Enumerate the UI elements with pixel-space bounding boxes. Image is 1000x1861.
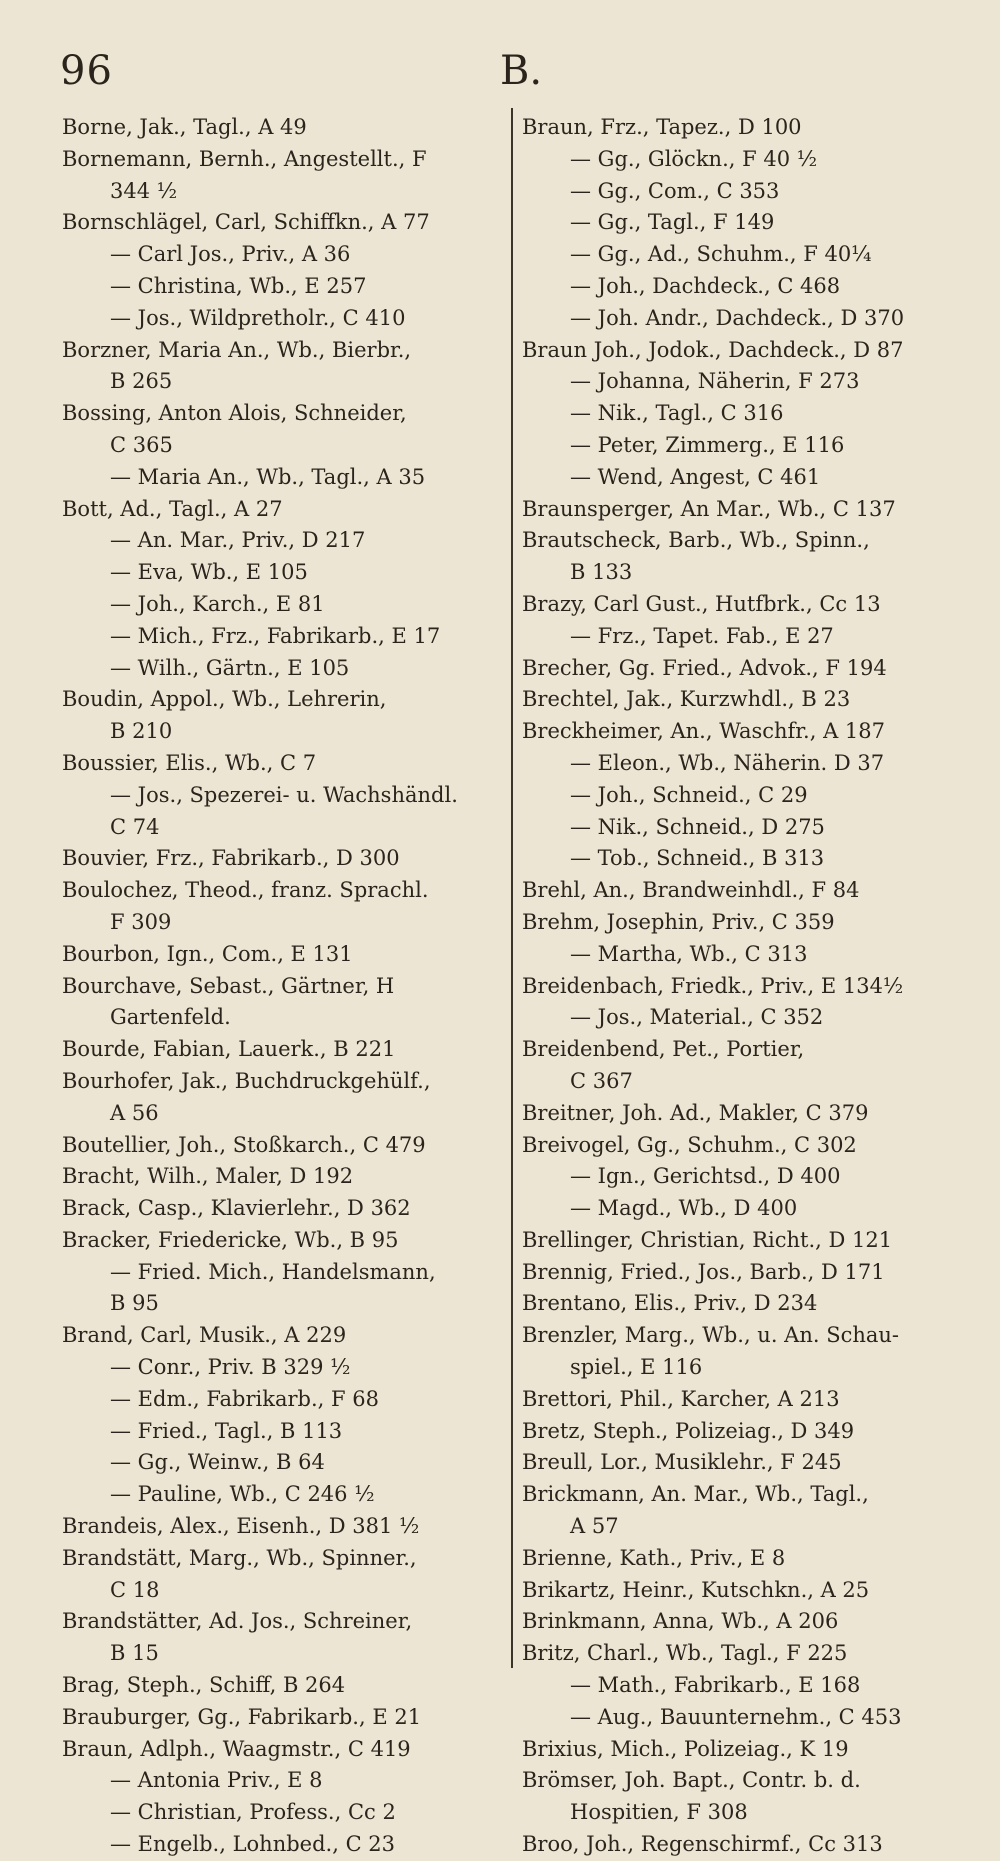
directory-entry: Breivogel, Gg., Schuhm., C 302 <box>522 1132 857 1157</box>
directory-entry: — Fried. Mich., Handelsmann, <box>110 1259 436 1284</box>
directory-entry: Braun, Adlph., Waagmstr., C 419 <box>62 1736 411 1761</box>
directory-entry: Brickmann, An. Mar., Wb., Tagl., <box>522 1482 869 1507</box>
directory-entry-continuation: 344 ½ <box>110 178 178 203</box>
directory-entry: Bracht, Wilh., Maler, D 192 <box>62 1164 354 1189</box>
directory-entry: — Eva, Wb., E 105 <box>110 560 308 585</box>
directory-entry: Brienne, Kath., Priv., E 8 <box>522 1545 786 1570</box>
directory-entry: — Gg., Tagl., F 149 <box>570 210 775 235</box>
directory-entry: Breidenbach, Friedk., Priv., E 134½ <box>522 973 904 998</box>
directory-entry: — Gg., Glöckn., F 40 ½ <box>570 146 818 171</box>
directory-entry: — Tob., Schneid., B 313 <box>570 846 825 871</box>
directory-entry: Bourbon, Ign., Com., E 131 <box>62 941 353 966</box>
directory-entry: Bourhofer, Jak., Buchdruckgehülf., <box>62 1068 431 1093</box>
directory-entry-continuation: B 265 <box>110 369 173 394</box>
page-number: 96 <box>60 48 113 94</box>
directory-entry: — Conr., Priv. B 329 ½ <box>110 1355 351 1380</box>
directory-entry: Bracker, Friedericke, Wb., B 95 <box>62 1227 399 1252</box>
directory-entry: Brandeis, Alex., Eisenh., D 381 ½ <box>62 1514 420 1539</box>
directory-entry: Braun, Frz., Tapez., D 100 <box>522 115 802 139</box>
directory-entry: — Nik., Tagl., C 316 <box>570 401 784 426</box>
directory-entry: — Antonia Priv., E 8 <box>110 1768 323 1793</box>
directory-entry-continuation: Hospitien, F 308 <box>570 1800 748 1825</box>
directory-entry: — Gg., Weinw., B 64 <box>110 1450 325 1475</box>
directory-entry: Braun Joh., Jodok., Dachdeck., D 87 <box>522 337 904 362</box>
directory-entry: — Wilh., Gärtn., E 105 <box>110 655 350 680</box>
directory-entry: Brellinger, Christian, Richt., D 121 <box>522 1227 893 1252</box>
directory-entry-continuation: B 133 <box>570 560 633 585</box>
directory-entry: Brecher, Gg. Fried., Advok., F 194 <box>522 655 887 680</box>
directory-entry: Boulochez, Theod., franz. Sprachl. <box>62 878 429 903</box>
directory-entry-continuation: F 309 <box>110 909 172 934</box>
directory-entry: — Gg., Ad., Schuhm., F 40¼ <box>570 242 872 267</box>
directory-entry-continuation: C 18 <box>110 1577 160 1602</box>
directory-entry: Brautscheck, Barb., Wb., Spinn., <box>522 528 870 553</box>
directory-entry: — Fried., Tagl., B 113 <box>110 1418 343 1443</box>
directory-entry: — Jos., Material., C 352 <box>570 1005 824 1030</box>
directory-entry: — Mich., Frz., Fabrikarb., E 17 <box>110 623 441 648</box>
directory-entry-continuation: B 210 <box>110 719 173 744</box>
directory-entry: Bourchave, Sebast., Gärtner, H <box>62 973 395 998</box>
directory-entry: — Eleon., Wb., Näherin. D 37 <box>570 750 885 775</box>
directory-entry-continuation: C 365 <box>110 432 173 457</box>
directory-entry: Brehm, Josephin, Priv., C 359 <box>522 909 835 934</box>
directory-entry: Brack, Casp., Klavierlehr., D 362 <box>62 1196 411 1221</box>
directory-entry: — Aug., Bauunternehm., C 453 <box>570 1704 902 1729</box>
directory-entry-continuation: B 95 <box>110 1291 159 1316</box>
directory-entry: Brehl, An., Brandweinhdl., F 84 <box>522 878 860 903</box>
directory-entry: Brenzler, Marg., Wb., u. An. Schau- <box>522 1323 900 1348</box>
directory-entry: Brömser, Joh. Bapt., Contr. b. d. <box>522 1768 861 1793</box>
directory-entry: Brag, Steph., Schiff, B 264 <box>62 1673 346 1698</box>
directory-entry: Bourde, Fabian, Lauerk., B 221 <box>62 1037 396 1062</box>
directory-entry: Brentano, Elis., Priv., D 234 <box>522 1291 818 1316</box>
directory-entry: — Christina, Wb., E 257 <box>110 273 367 298</box>
directory-entry: — Martha, Wb., C 313 <box>570 941 808 966</box>
directory-entry: — Pauline, Wb., C 246 ½ <box>110 1482 375 1507</box>
directory-entry: Boutellier, Joh., Stoßkarch., C 479 <box>62 1132 426 1157</box>
directory-entry-continuation: A 57 <box>570 1514 619 1539</box>
directory-entry-continuation: B 15 <box>110 1641 159 1666</box>
directory-entry: — Wend, Angest, C 461 <box>570 464 821 489</box>
directory-entry: Brettori, Phil., Karcher, A 213 <box>522 1386 840 1411</box>
directory-entry: Brinkmann, Anna, Wb., A 206 <box>522 1609 839 1634</box>
directory-entry: Breitner, Joh. Ad., Makler, C 379 <box>522 1100 869 1125</box>
directory-entry: Britz, Charl., Wb., Tagl., F 225 <box>522 1641 848 1666</box>
directory-entry-continuation: C 74 <box>110 814 160 839</box>
directory-entry: Boudin, Appol., Wb., Lehrerin, <box>62 687 387 712</box>
directory-entry: — Maria An., Wb., Tagl., A 35 <box>110 464 426 489</box>
directory-entry: Bott, Ad., Tagl., A 27 <box>62 496 283 521</box>
directory-entry: Brazy, Carl Gust., Hutfbrk., Cc 13 <box>522 591 881 616</box>
directory-entry-continuation: A 56 <box>110 1100 159 1125</box>
directory-entry: Breull, Lor., Musiklehr., F 245 <box>522 1450 842 1475</box>
directory-entry: — Magd., Wb., D 400 <box>570 1196 798 1221</box>
directory-entry: — Jos., Wildpretholr., C 410 <box>110 305 406 330</box>
directory-entry: — Joh., Dachdeck., C 468 <box>570 273 841 298</box>
directory-entry: Bornemann, Bernh., Angestellt., F <box>62 146 427 171</box>
directory-entry-continuation: Gartenfeld. <box>110 1005 231 1030</box>
directory-entry: — Engelb., Lohnbed., C 23 <box>110 1832 396 1857</box>
directory-entry: Bornschlägel, Carl, Schiffkn., A 77 <box>62 210 430 235</box>
directory-entry: — Math., Fabrikarb., E 168 <box>570 1673 861 1698</box>
directory-entry: Bossing, Anton Alois, Schneider, <box>62 401 407 426</box>
directory-entry: — Gg., Com., C 353 <box>570 178 780 203</box>
directory-entry: Broo, Joh., Regenschirmf., Cc 313 <box>522 1832 883 1857</box>
directory-entry: Brennig, Fried., Jos., Barb., D 171 <box>522 1259 885 1284</box>
directory-entry: — Carl Jos., Priv., A 36 <box>110 242 351 267</box>
directory-entry: Breidenbend, Pet., Portier, <box>522 1037 805 1062</box>
directory-entry: — Joh., Schneid., C 29 <box>570 782 808 807</box>
directory-entry: Braunsperger, An Mar., Wb., C 137 <box>522 496 896 521</box>
directory-entry: — An. Mar., Priv., D 217 <box>110 528 366 553</box>
column-divider <box>511 108 513 1668</box>
directory-entry: Boussier, Elis., Wb., C 7 <box>62 750 317 775</box>
directory-entry: Brauburger, Gg., Fabrikarb., E 21 <box>62 1704 422 1729</box>
directory-entry: Brikartz, Heinr., Kutschkn., A 25 <box>522 1577 870 1602</box>
directory-entry: Brandstätt, Marg., Wb., Spinner., <box>62 1545 417 1570</box>
directory-entry: Borne, Jak., Tagl., A 49 <box>62 115 307 139</box>
directory-entry: Bouvier, Frz., Fabrikarb., D 300 <box>62 846 400 871</box>
directory-entry: — Ign., Gerichtsd., D 400 <box>570 1164 841 1189</box>
directory-entry: — Joh. Andr., Dachdeck., D 370 <box>570 305 905 330</box>
directory-entry: Brand, Carl, Musik., A 229 <box>62 1323 347 1348</box>
directory-entry-continuation: C 367 <box>570 1068 633 1093</box>
directory-entry: — Johanna, Näherin, F 273 <box>570 369 860 394</box>
directory-entry: Borzner, Maria An., Wb., Bierbr., <box>62 337 412 362</box>
directory-entry: — Edm., Fabrikarb., F 68 <box>110 1386 379 1411</box>
directory-entry: — Christian, Profess., Cc 2 <box>110 1800 396 1825</box>
directory-entry: Bretz, Steph., Polizeiag., D 349 <box>522 1418 855 1443</box>
directory-entry: Brandstätter, Ad. Jos., Schreiner, <box>62 1609 413 1634</box>
directory-entry: — Nik., Schneid., D 275 <box>570 814 825 839</box>
directory-entry: Brixius, Mich., Polizeiag., K 19 <box>522 1736 849 1761</box>
directory-entry: Brechtel, Jak., Kurzwhdl., B 23 <box>522 687 851 712</box>
section-letter: B. <box>500 48 543 94</box>
right-column <box>522 112 962 1861</box>
directory-entry: — Peter, Zimmerg., E 116 <box>570 432 845 457</box>
directory-entry: — Joh., Karch., E 81 <box>110 591 325 616</box>
directory-entry-continuation: spiel., E 116 <box>570 1355 703 1380</box>
directory-entry: — Jos., Spezerei- u. Wachshändl. <box>110 782 458 807</box>
left-column <box>62 112 502 1861</box>
directory-entry: Breckheimer, An., Waschfr., A 187 <box>522 719 885 744</box>
directory-entry: — Frz., Tapet. Fab., E 27 <box>570 623 834 648</box>
